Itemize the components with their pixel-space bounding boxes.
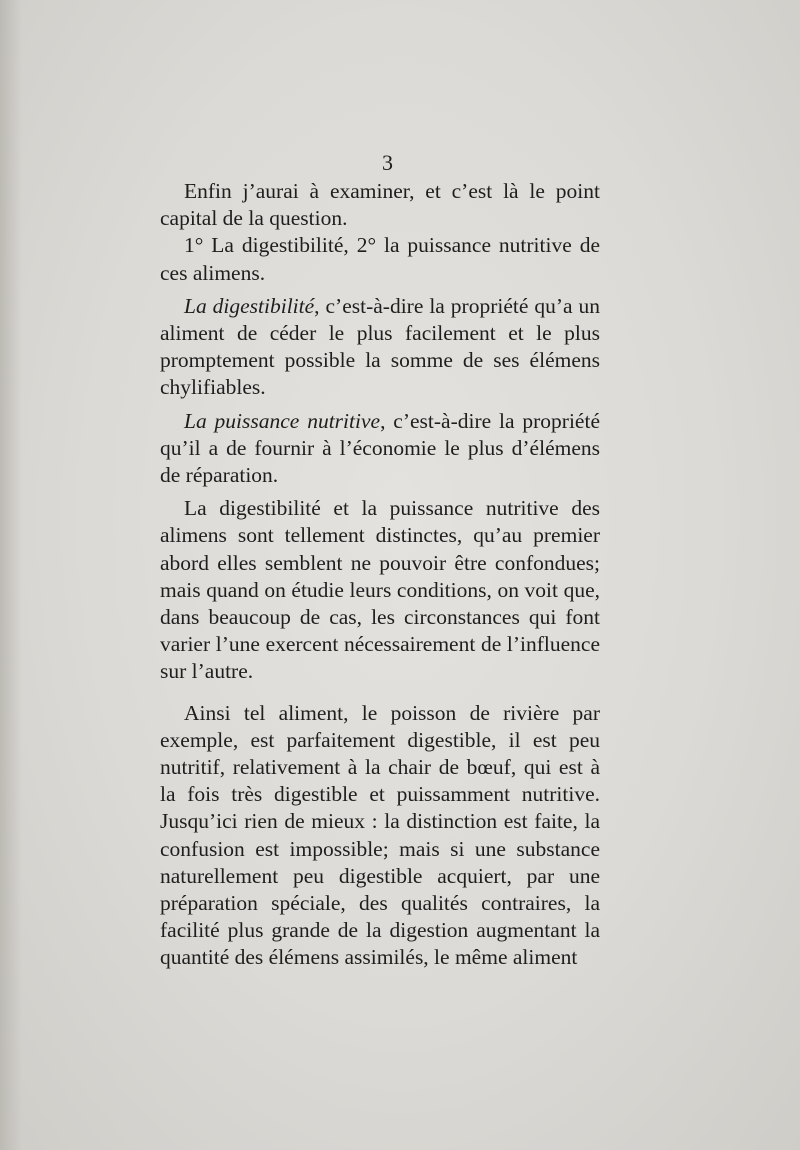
body-text: [160, 178, 600, 972]
paragraph-2-text: 1° La digestibilité, 2° la puissance nutritive de ces alimens.: [160, 233, 600, 285]
paragraph-3-text: , c’est-à-dire la propriété qu’a un aliment de céder le plus facilement et le plus promptement possible la somme de ses élémens chylifiables.: [160, 293, 600, 400]
paragraph-6: [160, 700, 600, 972]
paragraph-4: [160, 408, 600, 490]
paragraph-3-term: La digestibilité: [184, 293, 315, 318]
paragraph-4-term: La puissance nutritive: [184, 408, 381, 433]
paragraph-3: [160, 293, 600, 402]
paragraph-2: [160, 232, 600, 286]
paragraph-4-text: , c’est-à-dire la propriété qu’il a de fournir à l’économie le plus d’élémens de réparation.: [160, 408, 600, 488]
paragraph-1: [160, 178, 600, 232]
page-number: 3: [382, 150, 393, 175]
paragraph-1-text: Enfin j’aurai à examiner, et c’est là le point capital de la question.: [160, 179, 600, 231]
paragraph-5-text: La digestibilité et la puissance nutritive des alimens sont tellement distinctes, qu’au premier abord elles semblent ne pouvoir être confondues; mais quand on étudie leurs conditions, on voit que, dans beaucoup de cas, les circonstances qui font varier l’une exercent nécessairement de l’influence sur l’autre.: [160, 496, 600, 684]
paragraph-5: [160, 495, 600, 685]
page-edge-shadow: [0, 0, 22, 1150]
paragraph-6-text: Ainsi tel aliment, le poisson de rivière par exemple, est parfaitement digestible, il est peu nutritif, relativement à la chair de bœuf, qui est à la fois très digestible et puissamment nutritive. Jusqu’ici rien de mieux : la distinction est faite, la confusion est impossible; mais si une substance naturellement peu digestible acquiert, par une préparation spéciale, des qualités contraires, la facilité plus grande de la digestion augmentant la quantité des élémens assimilés, le même aliment: [160, 700, 600, 970]
